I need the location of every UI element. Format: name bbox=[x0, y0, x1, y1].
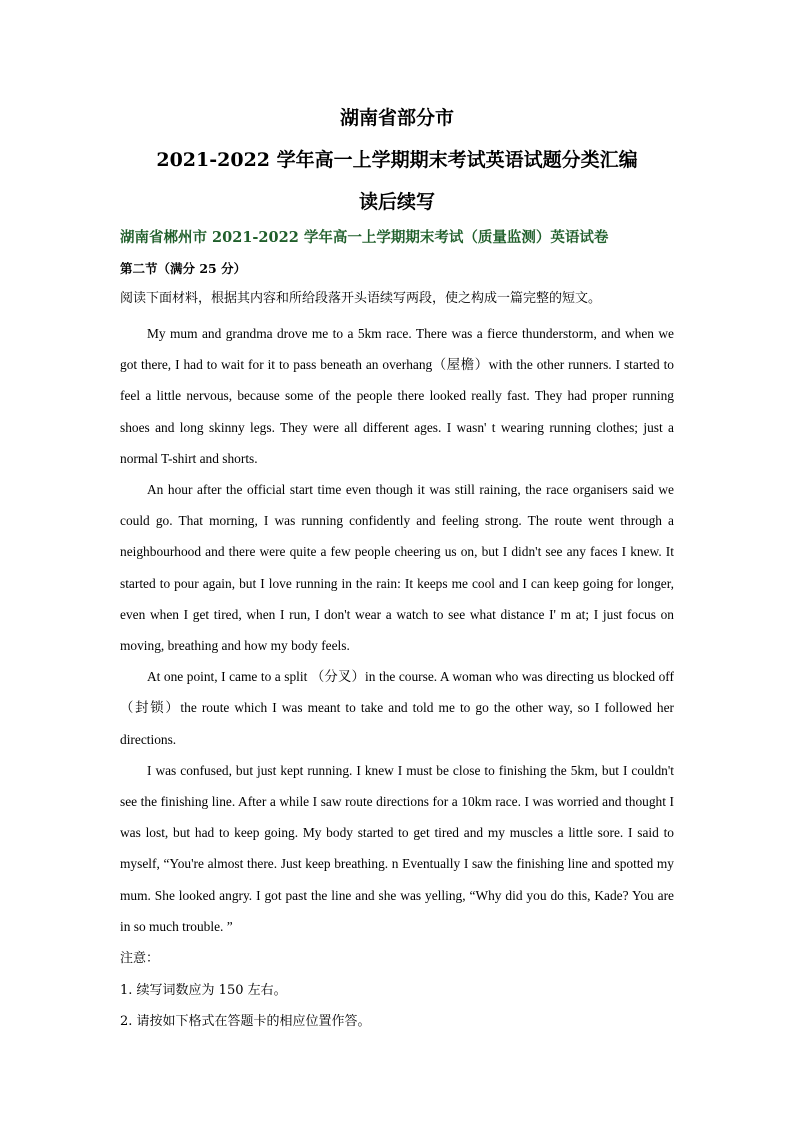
passage-paragraph-2: An hour after the official start time even though it was still raining, the race organisers said we could go. That morning, I was running confidently and feeling strong. The route went through a neighbourhood and there were quite a few people cheering us on, but I didn't see any faces I knew. It started to pour again, but I love running in the rain: It keeps me cool and I can keep going for longer, even when I get tired, when I run, I don't wear a watch to see what distance I' m at; I just focus on moving, breathing and how my body feels. bbox=[120, 482, 674, 654]
document-title-region: 湖南省部分市 bbox=[339, 107, 454, 129]
note-item-2: 2. 请按如下格式在答题卡的相应位置作答。 bbox=[120, 1014, 371, 1029]
notes-section bbox=[120, 943, 674, 1038]
note-item-1: 1. 续写词数应为 150 左右。 bbox=[120, 982, 287, 998]
passage bbox=[120, 318, 674, 942]
document-title-topic: 读后续写 bbox=[358, 191, 435, 213]
passage-paragraph-4: I was confused, but just kept running. I knew I must be close to finishing the 5km, but I couldn't see the finishing line. After a while I saw route directions for a 10km race. I was worried and thought I was lost, but had to keep going. My body started to get tired and my muscles a little sore. I said to myself, “You're almost there. Just keep breathing. n Eventually I saw the finishing line and spotted my mum. She looked angry. I got past the line and she was yelling, “Why did you do this, Kade? You are in so much trouble. ” bbox=[120, 762, 674, 934]
passage-paragraph-1: My mum and grandma drove me to a 5km race. There was a fierce thunderstorm, and when we got there, I had to wait for it to pass beneath an overhang（屋檐）with the other runners. I started to feel a little nervous, because some of the people there looked really fast. They had proper running shoes and long skinny legs. They were all different ages. I wasn' t wearing running clothes; just a normal T-shirt and shorts. bbox=[120, 326, 674, 466]
task-instruction: 阅读下面材料，根据其内容和所给段落开头语续写两段，使之构成一篇完整的短文。 bbox=[120, 291, 602, 306]
passage-paragraph-3: At one point, I came to a split （分叉）in the course. A woman who was directing us blocked off （封锁）the route which I was meant to take and told me to go the other way, so I followed her directions. bbox=[120, 669, 674, 747]
notes-label: 注意： bbox=[120, 951, 160, 966]
document-title-exam: 2021-2022 学年高一上学期期末考试英语试题分类汇编 bbox=[156, 149, 638, 171]
section-label: 第二节（满分 25 分） bbox=[120, 261, 247, 276]
source-exam-title: 湖南省郴州市 2021-2022 学年高一上学期期末考试（质量监测）英语试卷 bbox=[120, 229, 609, 246]
